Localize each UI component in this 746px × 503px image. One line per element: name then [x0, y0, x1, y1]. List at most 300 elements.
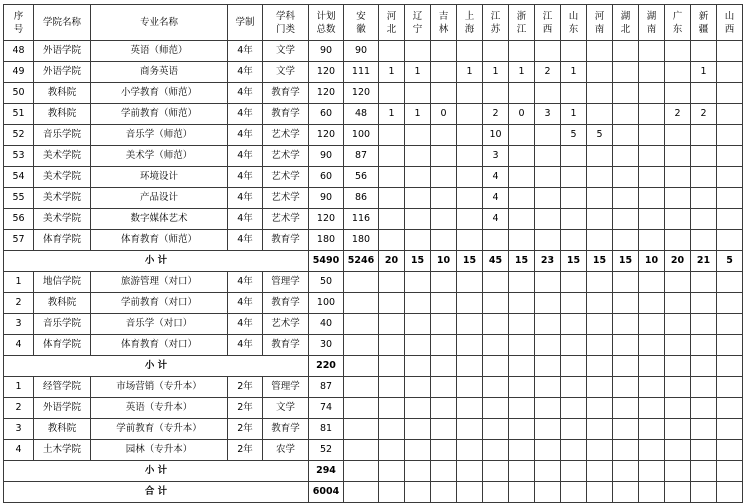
- category-cell: 管理学: [263, 272, 309, 293]
- province-count-cell: [587, 335, 613, 356]
- province-count-cell: [431, 41, 457, 62]
- province-count-cell: [509, 419, 535, 440]
- province-count-cell: 5: [717, 251, 743, 272]
- major-cell: 小学教育（师范）: [91, 83, 228, 104]
- province-count-cell: [561, 482, 587, 503]
- duration-cell: 4年: [228, 125, 263, 146]
- major-cell: 音乐学（师范）: [91, 125, 228, 146]
- province-count-cell: 90: [344, 41, 379, 62]
- major-cell: 数字媒体艺术: [91, 209, 228, 230]
- college-cell: 音乐学院: [34, 125, 91, 146]
- province-count-cell: [717, 146, 743, 167]
- province-count-cell: [639, 335, 665, 356]
- seq-cell: 54: [4, 167, 34, 188]
- plan-total-cell: 30: [309, 335, 344, 356]
- province-count-cell: [483, 230, 509, 251]
- province-count-cell: [379, 356, 405, 377]
- province-count-cell: [457, 398, 483, 419]
- seq-cell: 52: [4, 125, 34, 146]
- seq-cell: 3: [4, 419, 34, 440]
- duration-cell: 2年: [228, 419, 263, 440]
- province-count-cell: [405, 314, 431, 335]
- province-count-cell: [561, 356, 587, 377]
- province-count-cell: [691, 167, 717, 188]
- province-count-cell: [639, 188, 665, 209]
- header-province: 江 苏: [483, 5, 509, 41]
- province-count-cell: [561, 230, 587, 251]
- province-count-cell: 116: [344, 209, 379, 230]
- province-count-cell: [691, 335, 717, 356]
- college-cell: 美术学院: [34, 167, 91, 188]
- province-count-cell: [379, 440, 405, 461]
- province-count-cell: [457, 146, 483, 167]
- table-row: [4, 167, 743, 188]
- province-count-cell: [613, 146, 639, 167]
- province-count-cell: 5: [561, 125, 587, 146]
- province-count-cell: [457, 272, 483, 293]
- province-count-cell: [379, 230, 405, 251]
- category-cell: 艺术学: [263, 167, 309, 188]
- province-count-cell: 86: [344, 188, 379, 209]
- province-count-cell: [665, 167, 691, 188]
- province-count-cell: [431, 230, 457, 251]
- plan-total-cell: 5490: [309, 251, 344, 272]
- province-count-cell: [691, 461, 717, 482]
- major-cell: 美术学（师范）: [91, 146, 228, 167]
- province-count-cell: [379, 293, 405, 314]
- province-count-cell: [509, 377, 535, 398]
- province-count-cell: [344, 440, 379, 461]
- province-count-cell: [344, 293, 379, 314]
- province-count-cell: [431, 377, 457, 398]
- province-count-cell: [344, 419, 379, 440]
- province-count-cell: [483, 335, 509, 356]
- province-count-cell: [457, 419, 483, 440]
- province-count-cell: [431, 356, 457, 377]
- province-count-cell: [613, 209, 639, 230]
- category-cell: 农学: [263, 440, 309, 461]
- province-count-cell: [639, 167, 665, 188]
- province-count-cell: [561, 83, 587, 104]
- province-count-cell: [587, 356, 613, 377]
- province-count-cell: 15: [405, 251, 431, 272]
- subtotal-label: 小 计: [4, 461, 309, 482]
- province-count-cell: [431, 293, 457, 314]
- seq-cell: 2: [4, 398, 34, 419]
- province-count-cell: [561, 398, 587, 419]
- seq-cell: 57: [4, 230, 34, 251]
- province-count-cell: [691, 314, 717, 335]
- province-count-cell: [457, 209, 483, 230]
- province-count-cell: [665, 398, 691, 419]
- province-count-cell: [431, 314, 457, 335]
- category-cell: 艺术学: [263, 188, 309, 209]
- province-count-cell: [457, 125, 483, 146]
- province-count-cell: [587, 398, 613, 419]
- subtotal-row: [4, 461, 743, 482]
- plan-total-cell: 220: [309, 356, 344, 377]
- province-count-cell: [717, 482, 743, 503]
- province-count-cell: [457, 377, 483, 398]
- province-count-cell: [405, 377, 431, 398]
- category-cell: 教育学: [263, 83, 309, 104]
- province-count-cell: [509, 209, 535, 230]
- major-cell: 音乐学（对口）: [91, 314, 228, 335]
- province-count-cell: [405, 209, 431, 230]
- province-count-cell: 1: [483, 62, 509, 83]
- province-count-cell: [405, 461, 431, 482]
- province-count-cell: [509, 272, 535, 293]
- province-count-cell: [665, 230, 691, 251]
- province-count-cell: [344, 314, 379, 335]
- province-count-cell: [561, 314, 587, 335]
- province-count-cell: [717, 104, 743, 125]
- province-count-cell: [613, 314, 639, 335]
- province-count-cell: [535, 230, 561, 251]
- province-count-cell: [379, 419, 405, 440]
- province-count-cell: [431, 125, 457, 146]
- province-count-cell: 0: [509, 104, 535, 125]
- province-count-cell: [665, 125, 691, 146]
- duration-cell: 4年: [228, 209, 263, 230]
- plan-total-cell: 120: [309, 62, 344, 83]
- province-count-cell: [587, 41, 613, 62]
- province-count-cell: [613, 62, 639, 83]
- province-count-cell: [431, 167, 457, 188]
- province-count-cell: 15: [561, 251, 587, 272]
- province-count-cell: [691, 482, 717, 503]
- province-count-cell: [717, 188, 743, 209]
- province-count-cell: [665, 62, 691, 83]
- duration-cell: 4年: [228, 167, 263, 188]
- province-count-cell: [405, 188, 431, 209]
- header-plan-total: 计划 总数: [309, 5, 344, 41]
- province-count-cell: [483, 461, 509, 482]
- province-count-cell: [344, 272, 379, 293]
- header-province: 湖 南: [639, 5, 665, 41]
- province-count-cell: [483, 482, 509, 503]
- province-count-cell: [561, 41, 587, 62]
- province-count-cell: [717, 314, 743, 335]
- subtotal-row: [4, 356, 743, 377]
- province-count-cell: [431, 188, 457, 209]
- plan-total-cell: 52: [309, 440, 344, 461]
- province-count-cell: [535, 461, 561, 482]
- province-count-cell: [379, 482, 405, 503]
- province-count-cell: [665, 272, 691, 293]
- province-count-cell: [665, 482, 691, 503]
- header-province: 辽 宁: [405, 5, 431, 41]
- table-row: [4, 230, 743, 251]
- plan-total-cell: 50: [309, 272, 344, 293]
- header-province: 江 西: [535, 5, 561, 41]
- plan-total-cell: 74: [309, 398, 344, 419]
- province-count-cell: [587, 419, 613, 440]
- province-count-cell: [379, 461, 405, 482]
- province-count-cell: [561, 209, 587, 230]
- province-count-cell: [405, 167, 431, 188]
- table-row: [4, 83, 743, 104]
- province-count-cell: [344, 461, 379, 482]
- plan-total-cell: 90: [309, 146, 344, 167]
- category-cell: 教育学: [263, 104, 309, 125]
- college-cell: 美术学院: [34, 209, 91, 230]
- province-count-cell: [587, 272, 613, 293]
- seq-cell: 4: [4, 335, 34, 356]
- grand-total-row: [4, 482, 743, 503]
- province-count-cell: [613, 41, 639, 62]
- province-count-cell: [691, 146, 717, 167]
- plan-total-cell: 120: [309, 209, 344, 230]
- province-count-cell: [587, 62, 613, 83]
- province-count-cell: [691, 356, 717, 377]
- province-count-cell: [405, 125, 431, 146]
- province-count-cell: [665, 356, 691, 377]
- header-province: 浙 江: [509, 5, 535, 41]
- province-count-cell: 48: [344, 104, 379, 125]
- province-count-cell: 2: [483, 104, 509, 125]
- table-row: [4, 146, 743, 167]
- province-count-cell: [613, 230, 639, 251]
- province-count-cell: [405, 83, 431, 104]
- major-cell: 旅游管理（对口）: [91, 272, 228, 293]
- province-count-cell: [691, 83, 717, 104]
- province-count-cell: 4: [483, 167, 509, 188]
- major-cell: 学前教育（对口）: [91, 293, 228, 314]
- province-count-cell: [639, 293, 665, 314]
- province-count-cell: [613, 440, 639, 461]
- province-count-cell: 1: [561, 62, 587, 83]
- province-count-cell: [483, 314, 509, 335]
- province-count-cell: [639, 104, 665, 125]
- table-row: [4, 188, 743, 209]
- province-count-cell: 1: [691, 62, 717, 83]
- province-count-cell: 120: [344, 83, 379, 104]
- province-count-cell: [717, 62, 743, 83]
- province-count-cell: [587, 83, 613, 104]
- province-count-cell: [561, 293, 587, 314]
- province-count-cell: [483, 356, 509, 377]
- province-count-cell: 4: [483, 188, 509, 209]
- province-count-cell: [535, 146, 561, 167]
- province-count-cell: 1: [509, 62, 535, 83]
- province-count-cell: 0: [431, 104, 457, 125]
- province-count-cell: 45: [483, 251, 509, 272]
- plan-total-cell: 81: [309, 419, 344, 440]
- province-count-cell: [483, 398, 509, 419]
- province-count-cell: [405, 398, 431, 419]
- table-row: [4, 209, 743, 230]
- province-count-cell: [587, 314, 613, 335]
- province-count-cell: [665, 335, 691, 356]
- province-count-cell: [457, 356, 483, 377]
- province-count-cell: [431, 83, 457, 104]
- province-count-cell: [535, 398, 561, 419]
- header-province: 安 徽: [344, 5, 379, 41]
- seq-cell: 55: [4, 188, 34, 209]
- province-count-cell: 1: [379, 62, 405, 83]
- province-count-cell: [509, 125, 535, 146]
- plan-total-cell: 120: [309, 125, 344, 146]
- college-cell: 外语学院: [34, 398, 91, 419]
- province-count-cell: [691, 419, 717, 440]
- major-cell: 体育教育（对口）: [91, 335, 228, 356]
- province-count-cell: [535, 314, 561, 335]
- college-cell: 美术学院: [34, 188, 91, 209]
- province-count-cell: [665, 146, 691, 167]
- province-count-cell: [717, 272, 743, 293]
- province-count-cell: [613, 167, 639, 188]
- province-count-cell: [613, 188, 639, 209]
- province-count-cell: [613, 419, 639, 440]
- category-cell: 教育学: [263, 419, 309, 440]
- province-count-cell: [717, 377, 743, 398]
- province-count-cell: [509, 335, 535, 356]
- province-count-cell: [379, 167, 405, 188]
- table-row: [4, 377, 743, 398]
- province-count-cell: [717, 356, 743, 377]
- category-cell: 艺术学: [263, 125, 309, 146]
- seq-cell: 49: [4, 62, 34, 83]
- province-count-cell: [509, 356, 535, 377]
- seq-cell: 51: [4, 104, 34, 125]
- province-count-cell: [405, 146, 431, 167]
- college-cell: 音乐学院: [34, 314, 91, 335]
- province-count-cell: [691, 125, 717, 146]
- category-cell: 教育学: [263, 293, 309, 314]
- province-count-cell: [587, 104, 613, 125]
- major-cell: 环境设计: [91, 167, 228, 188]
- province-count-cell: [665, 209, 691, 230]
- header-seq: 序 号: [4, 5, 34, 41]
- plan-total-cell: 40: [309, 314, 344, 335]
- province-count-cell: [691, 272, 717, 293]
- province-count-cell: [431, 482, 457, 503]
- province-count-cell: [587, 440, 613, 461]
- province-count-cell: [665, 83, 691, 104]
- province-count-cell: 20: [665, 251, 691, 272]
- province-count-cell: [379, 188, 405, 209]
- province-count-cell: [587, 167, 613, 188]
- header-province: 广 东: [665, 5, 691, 41]
- province-count-cell: 1: [457, 62, 483, 83]
- province-count-cell: [344, 398, 379, 419]
- province-count-cell: [639, 377, 665, 398]
- province-count-cell: [483, 272, 509, 293]
- province-count-cell: [457, 230, 483, 251]
- province-count-cell: [561, 188, 587, 209]
- province-count-cell: [535, 272, 561, 293]
- province-count-cell: 4: [483, 209, 509, 230]
- province-count-cell: [561, 335, 587, 356]
- province-count-cell: [535, 419, 561, 440]
- seq-cell: 2: [4, 293, 34, 314]
- province-count-cell: [691, 230, 717, 251]
- province-count-cell: [344, 356, 379, 377]
- category-cell: 教育学: [263, 335, 309, 356]
- duration-cell: 4年: [228, 335, 263, 356]
- category-cell: 文学: [263, 41, 309, 62]
- table-body: [4, 41, 743, 503]
- duration-cell: 4年: [228, 314, 263, 335]
- province-count-cell: [639, 314, 665, 335]
- province-count-cell: [457, 83, 483, 104]
- province-count-cell: 15: [587, 251, 613, 272]
- province-count-cell: [691, 209, 717, 230]
- province-count-cell: [639, 62, 665, 83]
- province-count-cell: [509, 314, 535, 335]
- province-count-cell: [483, 293, 509, 314]
- major-cell: 学前教育（师范）: [91, 104, 228, 125]
- major-cell: 市场营销（专升本）: [91, 377, 228, 398]
- province-count-cell: [535, 167, 561, 188]
- province-count-cell: [405, 293, 431, 314]
- province-count-cell: 10: [483, 125, 509, 146]
- province-count-cell: [691, 293, 717, 314]
- seq-cell: 1: [4, 377, 34, 398]
- province-count-cell: [613, 83, 639, 104]
- province-count-cell: [639, 482, 665, 503]
- plan-total-cell: 60: [309, 104, 344, 125]
- major-cell: 商务英语: [91, 62, 228, 83]
- province-count-cell: [613, 482, 639, 503]
- seq-cell: 3: [4, 314, 34, 335]
- province-count-cell: [639, 146, 665, 167]
- duration-cell: 4年: [228, 146, 263, 167]
- province-count-cell: [535, 377, 561, 398]
- province-count-cell: [639, 272, 665, 293]
- province-count-cell: 3: [535, 104, 561, 125]
- province-count-cell: [405, 272, 431, 293]
- province-count-cell: [405, 41, 431, 62]
- province-count-cell: [379, 125, 405, 146]
- table-row: [4, 398, 743, 419]
- college-cell: 外语学院: [34, 62, 91, 83]
- college-cell: 教科院: [34, 293, 91, 314]
- province-count-cell: [665, 461, 691, 482]
- province-count-cell: 2: [691, 104, 717, 125]
- plan-total-cell: 90: [309, 188, 344, 209]
- table-row: [4, 335, 743, 356]
- province-count-cell: 111: [344, 62, 379, 83]
- province-count-cell: 87: [344, 146, 379, 167]
- province-count-cell: [587, 230, 613, 251]
- province-count-cell: [431, 146, 457, 167]
- duration-cell: 4年: [228, 188, 263, 209]
- province-count-cell: [639, 209, 665, 230]
- province-count-cell: [483, 419, 509, 440]
- province-count-cell: [431, 335, 457, 356]
- province-count-cell: [613, 398, 639, 419]
- province-count-cell: 2: [665, 104, 691, 125]
- college-cell: 经管学院: [34, 377, 91, 398]
- province-count-cell: [509, 461, 535, 482]
- province-count-cell: [587, 482, 613, 503]
- province-count-cell: [431, 62, 457, 83]
- grand-total-label: 合 计: [4, 482, 309, 503]
- province-count-cell: [691, 188, 717, 209]
- province-count-cell: [509, 83, 535, 104]
- province-count-cell: [691, 377, 717, 398]
- duration-cell: 4年: [228, 230, 263, 251]
- province-count-cell: [431, 461, 457, 482]
- header-province: 山 东: [561, 5, 587, 41]
- province-count-cell: [561, 461, 587, 482]
- province-count-cell: [587, 146, 613, 167]
- duration-cell: 2年: [228, 377, 263, 398]
- province-count-cell: [639, 440, 665, 461]
- province-count-cell: [457, 41, 483, 62]
